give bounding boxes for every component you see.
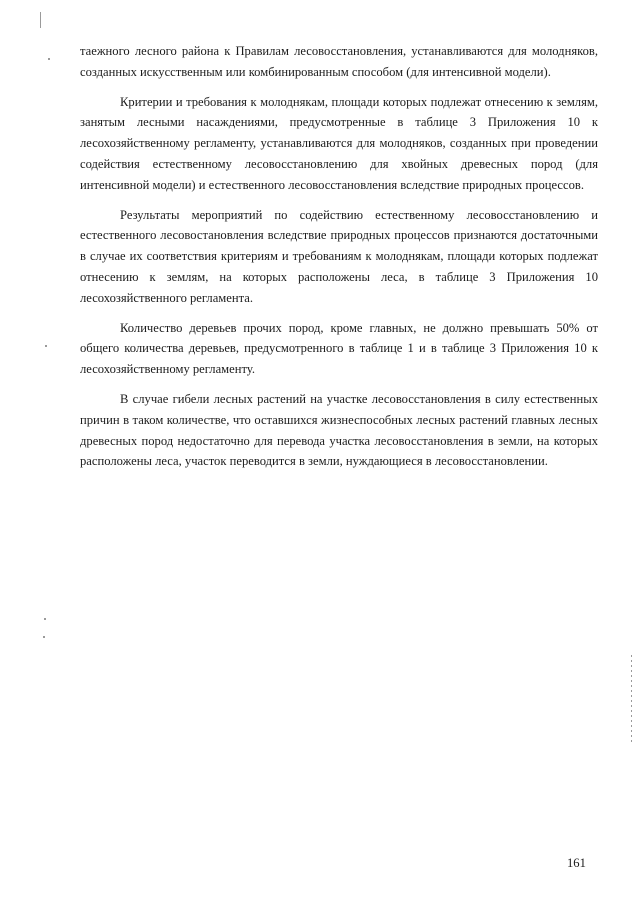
paragraph: В случае гибели лесных растений на участке лесовосстановления в силу естественных причин в таком количестве, что оставшихся жизнеспособных лесных растений главных лесных древесных пород недостаточно для перевода участка лесовосстановления в земли, на которых расположены леса, участок переводится в земли, нуждающиеся в лесовосстановлении. xyxy=(80,391,598,469)
scan-speck xyxy=(48,58,50,60)
scan-speck xyxy=(44,618,46,620)
binding-edge xyxy=(631,655,632,745)
scan-speck xyxy=(40,12,41,28)
scan-speck xyxy=(43,636,45,638)
paragraph: таежного лесного района к Правилам лесовосстановления, устанавливаются для молодняков, созданных искусственным или комбинированным способом (для интенсивной модели). xyxy=(80,44,598,79)
paragraph: Количество деревьев прочих пород, кроме главных, не должно превышать 50% от общего количества деревьев, предусмотренного в таблице 1 и в таблице 3 Приложения 10 к лесохозяйственному регламенту. xyxy=(80,320,598,377)
scan-speck xyxy=(45,345,47,347)
paragraph: Критерии и требования к молоднякам, площади которых подлежат отнесению к землям, занятым лесными насаждениями, предусмотренные в таблице 3 Приложения 10 к лесохозяйственному регламенту, устанавливаются для молодняков, созданных при проведении содействия естественному лесовосстановлению для хвойных древесных пород (для интенсивной модели) и естественного лесовосстановления вследствие природных процессов. xyxy=(80,94,598,192)
paragraph: Результаты мероприятий по содействию естественному лесовосстановлению и естественного лесовостановления вследствие природных процессов признаются достаточными в случае их соответствия критериям и требованиям к молоднякам, площади которых подлежат отнесению к землям, на которых расположены леса, в таблице 3 Приложения 10 лесохозяйственного регламента. xyxy=(80,207,598,305)
body-text xyxy=(80,41,598,481)
page-number: 161 xyxy=(567,856,586,870)
